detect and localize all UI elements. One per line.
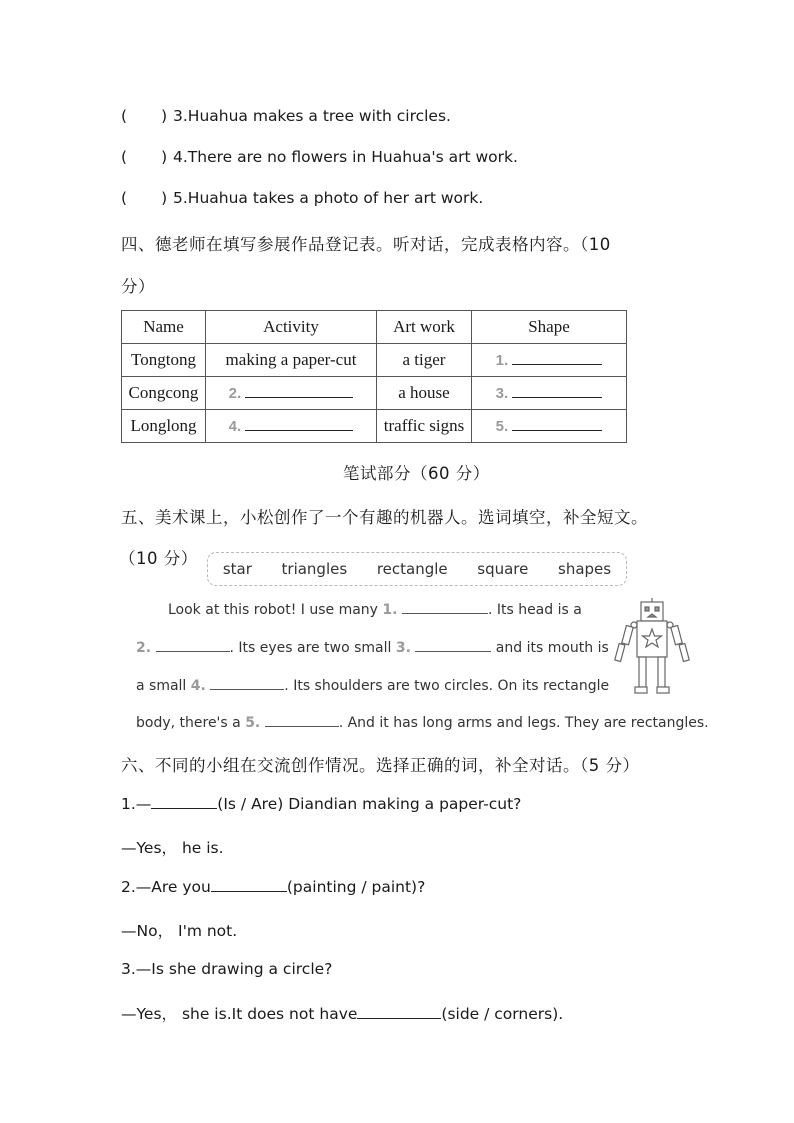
table-row	[122, 344, 627, 377]
passage-line-3: a small 4. . Its shoulders are two circles. On its rectangle	[136, 678, 610, 694]
header-shape: Shape	[472, 311, 627, 344]
cell-name: Longlong	[122, 410, 206, 443]
cell-artwork: a tiger	[377, 344, 472, 377]
header-artwork: Art work	[377, 311, 472, 344]
word-bank-item: star	[222, 560, 252, 578]
cell-name: Tongtong	[122, 344, 206, 377]
robot-head	[641, 602, 663, 621]
dialog-question-1: 1.— (Is / Are) Diandian making a paper-cut?	[121, 795, 522, 813]
section-4-heading-cont: 分）	[121, 277, 155, 296]
answer-blank[interactable]	[512, 350, 602, 365]
item-text: 5.Huahua takes a photo of her art work.	[173, 189, 484, 207]
cell-artwork: a house	[377, 377, 472, 410]
dialog-answer-1: —Yes， he is.	[121, 839, 224, 857]
blank-number: 3.	[395, 640, 411, 656]
table-row	[122, 410, 627, 443]
answer-blank[interactable]	[151, 794, 217, 809]
true-false-item-3	[121, 107, 451, 125]
section-5-points: （10 分）	[119, 549, 198, 568]
true-false-item-4	[121, 148, 518, 166]
answer-blank[interactable]	[156, 638, 230, 652]
blank-number: 1.	[495, 352, 509, 369]
dialog-answer-3: —Yes， she is.It does not have (side / corners).	[121, 1005, 564, 1023]
item-text: 3.Huahua makes a tree with circles.	[173, 107, 451, 125]
true-false-item-5	[121, 189, 483, 207]
section-6-heading: 六、不同的小组在交流创作情况。选择正确的词，补全对话。（5 分）	[121, 756, 640, 775]
table-header-row	[122, 311, 627, 344]
robot-illustration	[612, 598, 692, 696]
answer-blank[interactable]	[357, 1004, 441, 1019]
answer-blank[interactable]	[265, 713, 339, 727]
word-bank	[207, 552, 627, 586]
answer-blank[interactable]	[210, 676, 284, 690]
header-name: Name	[122, 311, 206, 344]
cell-artwork: traffic signs	[377, 410, 472, 443]
cell-name: Congcong	[122, 377, 206, 410]
section-4-heading: 四、德老师在填写参展作品登记表。听对话，完成表格内容。（10	[121, 235, 611, 254]
answer-blank[interactable]	[245, 383, 353, 398]
cell-shape[interactable]	[472, 344, 627, 377]
blank-number: 5.	[495, 418, 509, 435]
cell-activity: making a paper-cut	[206, 344, 377, 377]
cell-activity[interactable]	[206, 377, 377, 410]
blank-number: 2.	[228, 385, 242, 402]
dialog-question-2: 2.—Are you (painting / paint)?	[121, 878, 426, 896]
cell-activity[interactable]	[206, 410, 377, 443]
dialog-answer-2: —No， I'm not.	[121, 922, 238, 940]
answer-blank[interactable]	[415, 638, 491, 652]
answer-paren[interactable]: ( )	[121, 148, 168, 166]
blank-number: 5.	[245, 715, 261, 731]
answer-paren[interactable]: ( )	[121, 189, 168, 207]
word-bank-item: rectangle	[376, 560, 448, 578]
blank-number: 4.	[228, 418, 242, 435]
answer-blank[interactable]	[512, 416, 602, 431]
item-text: 4.There are no flowers in Huahua's art work.	[173, 148, 518, 166]
blank-number: 2.	[136, 640, 152, 656]
dialog-question-3: 3.—Is she drawing a circle?	[121, 960, 333, 978]
blank-number: 3.	[495, 385, 509, 402]
header-activity: Activity	[206, 311, 377, 344]
passage-line-4: body, there's a 5. . And it has long arms and legs. They are rectangles.	[136, 715, 709, 731]
blank-number: 1.	[382, 602, 398, 618]
registration-table	[121, 310, 627, 443]
answer-blank[interactable]	[245, 416, 353, 431]
passage-line-2: 2. . Its eyes are two small 3. and its mouth is	[136, 640, 609, 656]
cell-shape[interactable]	[472, 410, 627, 443]
table-row	[122, 377, 627, 410]
answer-blank[interactable]	[402, 600, 488, 614]
answer-blank[interactable]	[512, 383, 602, 398]
word-bank-item: square	[477, 560, 529, 578]
passage-line-1: Look at this robot! I use many 1. . Its head is a	[168, 602, 582, 618]
word-bank-item: triangles	[281, 560, 348, 578]
answer-paren[interactable]: ( )	[121, 107, 168, 125]
blank-number: 4.	[190, 678, 206, 694]
cell-shape[interactable]	[472, 377, 627, 410]
section-5-heading: 五、美术课上，小松创作了一个有趣的机器人。选词填空，补全短文。	[121, 508, 648, 527]
answer-blank[interactable]	[211, 877, 287, 892]
word-bank-item: shapes	[558, 560, 612, 578]
written-part-title: 笔试部分（60 分）	[343, 464, 490, 483]
